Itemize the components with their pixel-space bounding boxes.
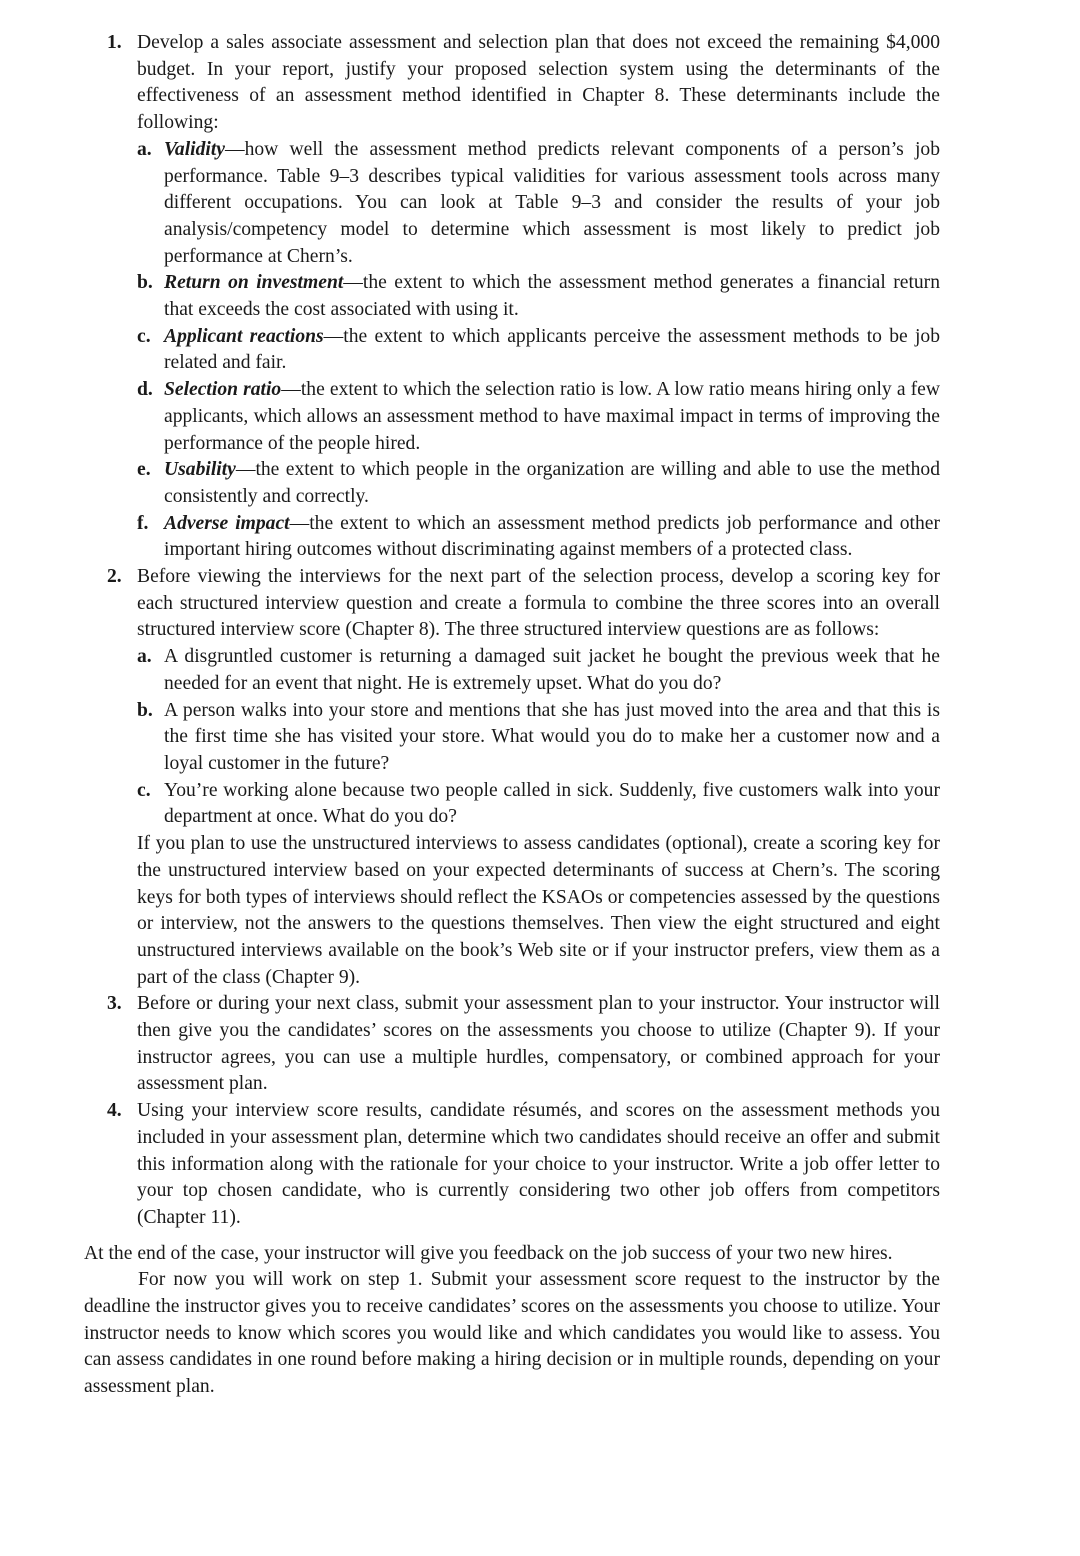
list-item-1 bbox=[84, 30, 940, 564]
sub-text: —the extent to which applicants perceive the assessment methods to be job related and fair. bbox=[164, 325, 940, 374]
document-page bbox=[84, 30, 940, 1401]
term-return-on-investment: Return on investment bbox=[164, 272, 344, 294]
sub-label: b. bbox=[137, 699, 153, 721]
sub-item-c bbox=[137, 778, 940, 831]
sub-label: c. bbox=[137, 779, 151, 801]
sub-label: f. bbox=[137, 512, 149, 534]
term-applicant-reactions: Applicant reactions bbox=[164, 325, 324, 347]
sub-item-b bbox=[137, 270, 940, 323]
sub-item-f bbox=[137, 511, 940, 564]
item-intro: Develop a sales associate assessment and selection plan that does not exceed the remaining $4,000 budget. In your report, justify your proposed selection system using the determinants of the effectiveness of an assessment method identified in Chapter 8. These determinants include the following: bbox=[137, 32, 940, 134]
sub-text: —the extent to which people in the organization are willing and able to use the method consistently and correctly. bbox=[164, 459, 940, 507]
sub-item-e bbox=[137, 457, 940, 510]
list-item-4 bbox=[84, 1098, 940, 1232]
term-adverse-impact: Adverse impact bbox=[164, 512, 290, 534]
sub-label: b. bbox=[137, 272, 153, 294]
list-item-3 bbox=[84, 991, 940, 1098]
final-paragraph: For now you will work on step 1. Submit your assessment score request to the instructor by the deadline the instructor gives you to receive candidates’ scores on the assessments you choose to utilize. Your instructor needs to know which scores you would like and which candidates you would like to assess. You can assess candidates in one round before making a hiring decision or in multiple rounds, depending on your assessment plan. bbox=[84, 1269, 940, 1398]
sub-item-a bbox=[137, 137, 940, 271]
sub-item-b bbox=[137, 698, 940, 778]
sub-label: a. bbox=[137, 646, 152, 668]
closing-paragraph: At the end of the case, your instructor will give you feedback on the job success of your two new hires. bbox=[84, 1242, 893, 1264]
term-validity: Validity bbox=[164, 138, 225, 160]
item-intro: Before viewing the interviews for the next part of the selection process, develop a scoring key for each structured interview question and create a formula to combine the three scores into an overall structured interview score (Chapter 8). The three structured interview questions are as follows: bbox=[137, 566, 940, 641]
item-number: 2. bbox=[107, 566, 122, 588]
sub-text: —the extent to which the selection ratio is low. A low ratio means hiring only a few applicants, which allows an assessment method to have maximal impact in terms of improving the performance of the people hired. bbox=[164, 379, 940, 454]
sub-label: a. bbox=[137, 138, 152, 160]
item-intro: Using your interview score results, candidate résumés, and scores on the assessment methods you included in your assessment plan, determine which two candidates should receive an offer and submit this information along with the rationale for your choice to your instructor. Write a job offer letter to your top chosen candidate, who is currently considering two other job offers from competitors (Chapter 11). bbox=[137, 1100, 940, 1228]
list-item-2 bbox=[84, 564, 940, 991]
item-number: 4. bbox=[107, 1100, 122, 1122]
sub-text: —how well the assessment method predicts relevant components of a person’s job performance. Table 9–3 describes typical validities for various assessment tools across many different occupations. You can look at Table 9–3 and consider the results of your job analysis/competency model to determine which assessment is most likely to predict job performance at Chern’s. bbox=[164, 138, 940, 267]
sub-item-d bbox=[137, 377, 940, 457]
item-follow-paragraph: If you plan to use the unstructured interviews to assess candidates (optional), create a scoring key for the unstructured interview based on your expected determinants of success at Chern’s. The scoring keys for both types of interviews should reflect the KSAOs or competencies assessed by the questions or interview, not the answers to the questions themselves. Then view the eight structured and eight unstructured interviews available on the book’s Web site or if your instructor prefers, view them as a part of the class (Chapter 9). bbox=[137, 833, 940, 988]
sub-text: You’re working alone because two people called in sick. Suddenly, five customers walk into your department at once. What do you do? bbox=[164, 779, 940, 828]
term-usability: Usability bbox=[164, 459, 236, 481]
sub-label: c. bbox=[137, 325, 151, 347]
term-selection-ratio: Selection ratio bbox=[164, 379, 282, 401]
sub-label: e. bbox=[137, 459, 151, 481]
sub-item-c bbox=[137, 324, 940, 377]
item-intro: Before or during your next class, submit your assessment plan to your instructor. Your instructor will then give you the candidates’ scores on the assessments you choose to utilize (Chapter 9). If your instructor agrees, you can use a multiple hurdles, compensatory, or combined approach for your assessment plan. bbox=[137, 993, 940, 1095]
sub-text: A person walks into your store and mentions that she has just moved into the area and that this is the first time she has visited your store. What would you do to make her a customer now and a loyal customer in the future? bbox=[164, 699, 940, 774]
item-number: 3. bbox=[107, 993, 122, 1015]
item-number: 1. bbox=[107, 32, 122, 53]
sub-item-a bbox=[137, 644, 940, 697]
sub-label: d. bbox=[137, 379, 153, 401]
sub-text: —the extent to which the assessment method generates a financial return that exceeds the cost associated with using it. bbox=[164, 272, 941, 321]
sub-text: A disgruntled customer is returning a damaged suit jacket he bought the previous week that he needed for an event that night. He is extremely upset. What do you do? bbox=[164, 646, 940, 694]
sub-text: —the extent to which an assessment method predicts job performance and other important hiring outcomes without discriminating against members of a protected class. bbox=[164, 512, 940, 561]
